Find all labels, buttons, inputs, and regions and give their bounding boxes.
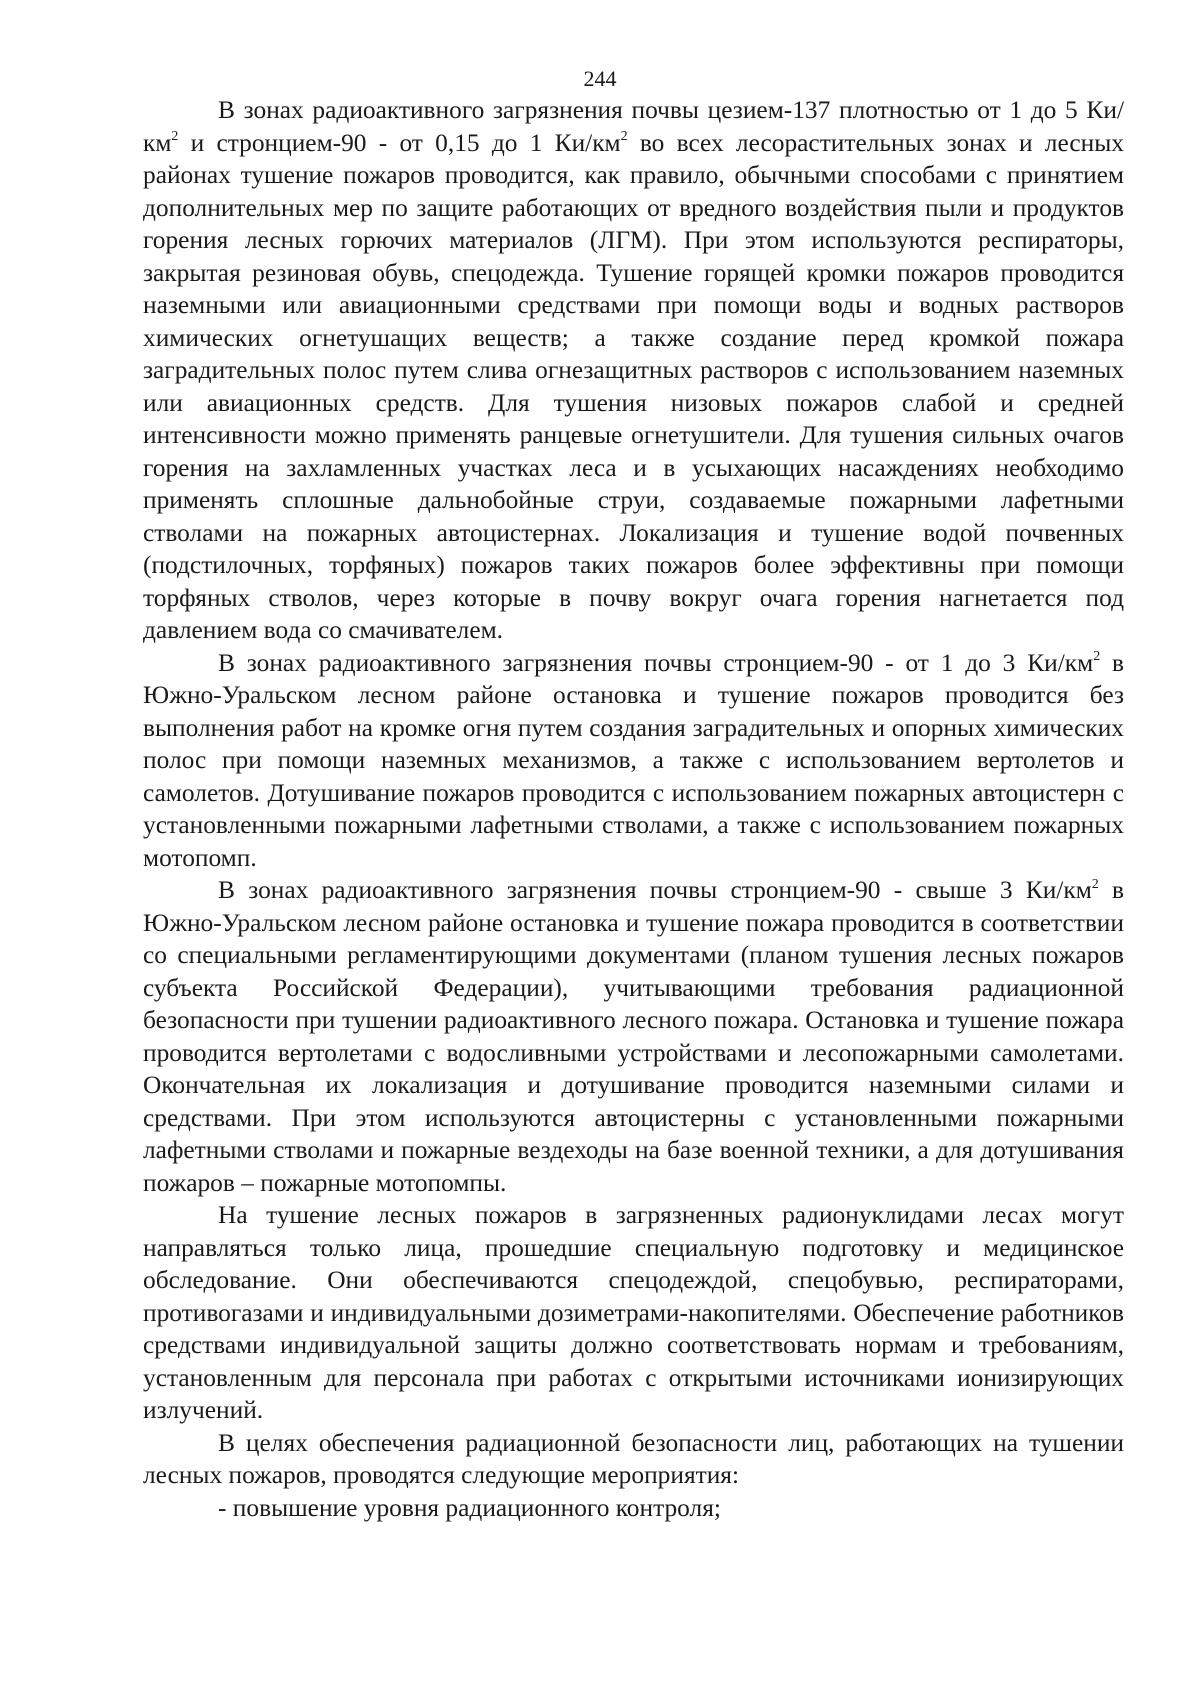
- paragraph-text: На тушение лесных пожаров в загрязненных радионуклидами лесах могут направляться только лица, прошедшие специальную подготовку и медицинское обследование. Они обеспечиваются спецодеждой, спецобувью, респираторами, противогазами и индивидуальными дозиметрами-накопителями. Обеспечение работников средствами индивидуальной защиты должно соответствовать нормам и требованиям, установленным для персонала при работах с открытыми источниками ионизирующих излучений.: [143, 1201, 1124, 1424]
- paragraph-text: в Южно-Уральском лесном районе остановка и тушение пожаров проводится без выполнения работ на кромке огня путем создания заградительных и опорных химических полос при помощи наземных механизмов, а также с использованием вертолетов и самолетов. Дотушивание пожаров проводится с использованием пожарных автоцистерн с установленными пожарными лафетными стволами, а также с использованием пожарных мотопомп.: [143, 648, 1124, 872]
- paragraph-cesium-strontium-low-density: [143, 94, 1124, 647]
- paragraph-strontium-over-3: [143, 874, 1124, 1199]
- paragraph-text: В целях обеспечения радиационной безопасности лиц, работающих на тушении лесных пожаров, проводятся следующие мероприятия:: [143, 1428, 1124, 1489]
- paragraph-text: В зонах радиоактивного загрязнения почвы цезием-137 плотностью от 1 до 5 Ки/км: [143, 96, 1124, 157]
- superscript-exponent: 2: [1093, 649, 1101, 665]
- superscript-exponent: 2: [1091, 876, 1099, 892]
- paragraph-text: В зонах радиоактивного загрязнения почвы стронцием-90 - свыше 3 Ки/км: [218, 876, 1092, 904]
- document-body: [143, 94, 1124, 1524]
- paragraph-strontium-1-to-3: [143, 647, 1124, 875]
- superscript-exponent: 2: [620, 129, 628, 145]
- paragraph-personnel-requirements: [143, 1199, 1124, 1427]
- paragraph-safety-measures-intro: [143, 1427, 1124, 1492]
- page-number: 244: [583, 66, 617, 91]
- paragraph-text: во всех лесорастительных зонах и лесных районах тушение пожаров проводится, как правило, обычными способами с принятием дополнительных мер по защите работающих от вредного воздействия пыли и продуктов горения лесных горючих материалов (ЛГМ). При этом используются респираторы, закрытая резиновая обувь, спецодежда. Тушение горящей кромки пожаров проводится наземными или авиационными средствами при помощи воды и водных растворов химических огнетушащих веществ; а также создание перед кромкой пожара заградительных полос путем слива огнезащитных растворов с использованием наземных или авиационных средств. Для тушения низовых пожаров слабой и средней интенсивности можно применять ранцевые огнетушители. Для тушения сильных очагов горения на захламленных участках леса и в усыхающих насаждениях необходимо применять сплошные дальнобойные струи, создаваемые пожарными лафетными стволами на пожарных автоцистернах. Локализация и тушение водой почвенных (подстилочных, торфяных) пожаров таких пожаров более эффективны при помощи торфяных стволов, через которые в почву вокруг очага горения нагнетается под давлением вода со смачивателем.: [143, 128, 1124, 644]
- paragraph-text: В зонах радиоактивного загрязнения почвы стронцием-90 - от 1 до 3 Ки/км: [218, 648, 1094, 677]
- paragraph-text: и стронцием-90 - от 0,15 до 1 Ки/км: [178, 128, 621, 157]
- paragraph-text: в Южно-Уральском лесном районе остановка и тушение пожара проводится в соответствии со специальными регламентирующими документами (планом тушения лесных пожаров субъекта Российской Федерации), учитывающими требования радиационной безопасности при тушении радиоактивного лесного пожара. Остановка и тушение пожара проводится вертолетами с водосливными устройствами и лесопожарными самолетами. Окончательная их локализация и дотушивание проводится наземными силами и средствами. При этом используются автоцистерны с установленными пожарными лафетными стволами и пожарные вездеходы на базе военной техники, а для дотушивания пожаров – пожарные мотопомпы.: [143, 876, 1124, 1197]
- list-item-radiation-control: - повышение уровня радиационного контроля;: [218, 1493, 721, 1522]
- superscript-exponent: 2: [171, 129, 179, 145]
